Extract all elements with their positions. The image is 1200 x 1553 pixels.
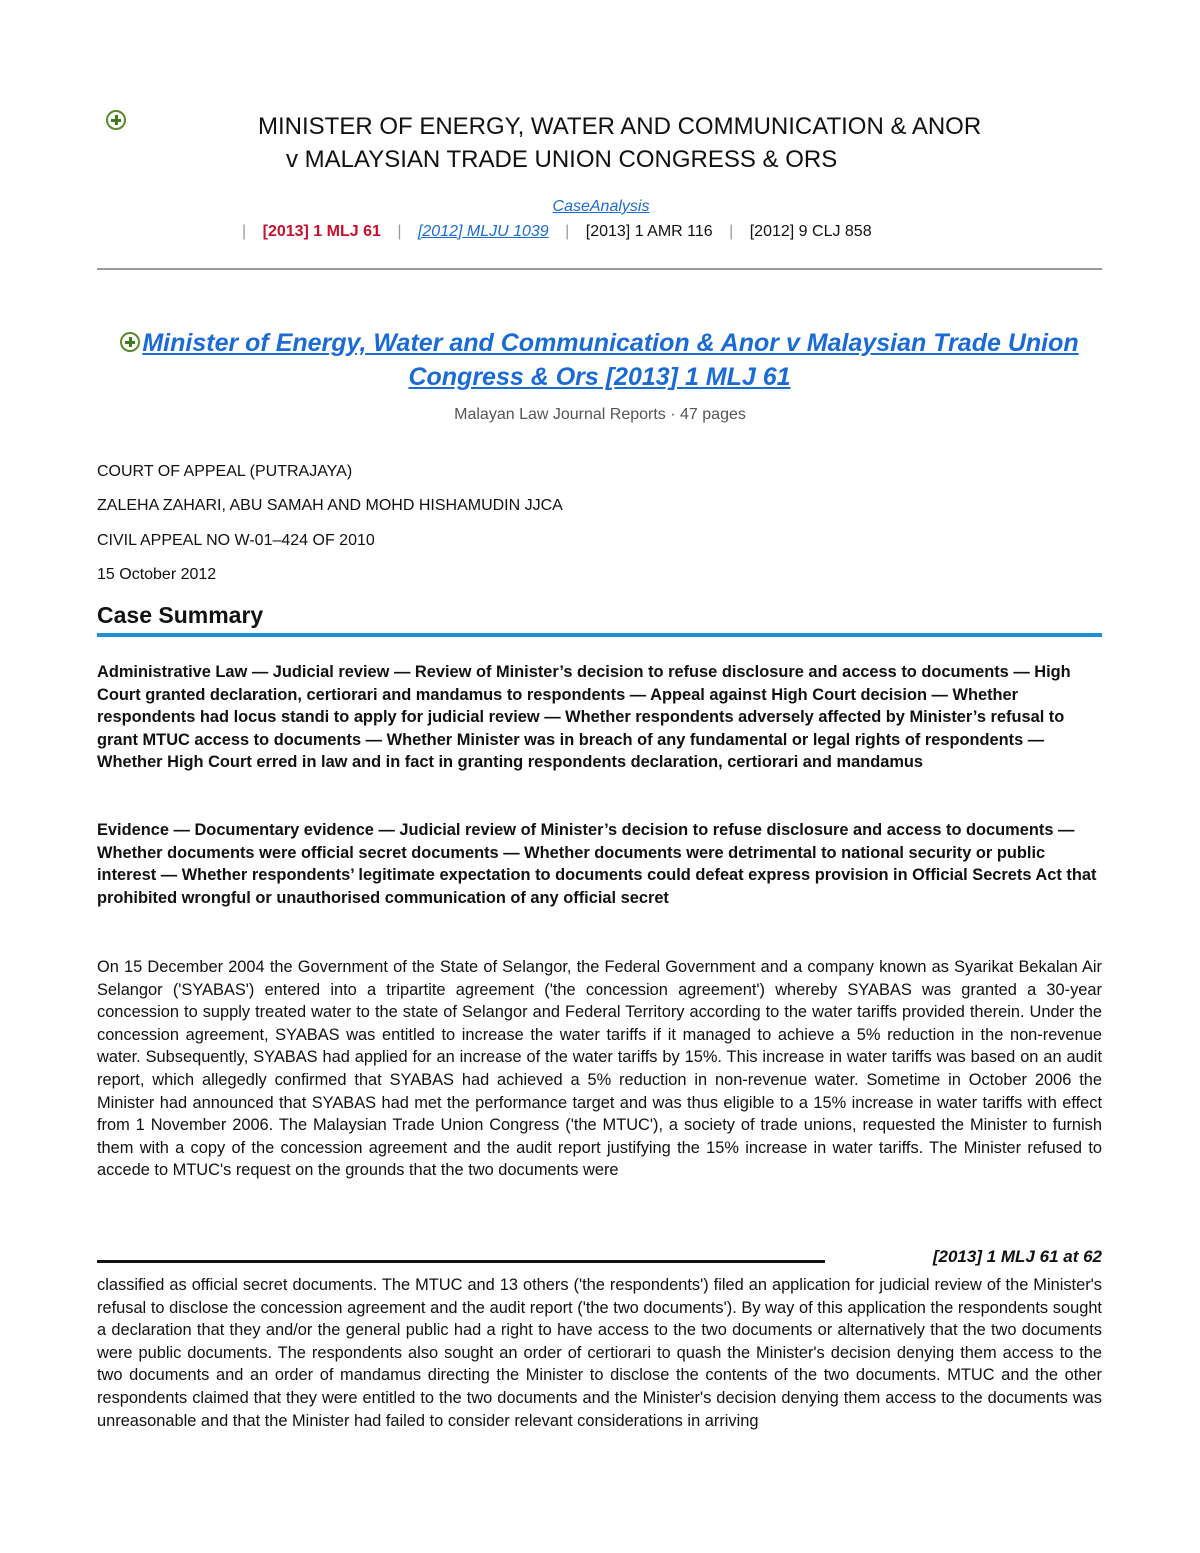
case-title-line-1: MINISTER OF ENERGY, WATER AND COMMUNICATION & ANOR (258, 113, 982, 140)
court-name: COURT OF APPEAL (PUTRAJAYA) (97, 463, 353, 480)
appeal-number: CIVIL APPEAL NO W-01–424 OF 2010 (97, 532, 375, 549)
document-title-link[interactable]: Minister of Energy, Water and Communication & Anor v Malaysian Trade Union Congress & Ors [2013] 1 MLJ 61 (142, 329, 1079, 391)
catchwords-administrative-law: Administrative Law — Judicial review — Review of Minister’s decision to refuse disclosure and access to documents — High Court granted declaration, certiorari and mandamus to respondents — Appeal against High Court decision — Whether respondents had locus standi to apply for judicial review — Whether respondents adversely affected by Minister’s refusal to grant MTUC access to documents — Whether Minister was in breach of any fundamental or legal rights of respondents — Whether High Court erred in law and in fact in granting respondents declaration, certiorari and mandamus (97, 663, 1071, 772)
citation-separator: | (565, 223, 570, 240)
catchwords-evidence: Evidence — Documentary evidence — Judicial review of Minister’s decision to refuse disclosure and access to documents — Whether documents were official secret documents — Whether documents were detrimental to national security or public interest — Whether respondents’ legitimate expectation to documents could defeat express provision in Official Secrets Act that prohibited wrongful or unauthorised communication of any official secret (97, 821, 1097, 907)
citation-mlj: [2013] 1 MLJ 61 (262, 223, 381, 240)
judges: ZALEHA ZAHARI, ABU SAMAH AND MOHD HISHAMUDIN JJCA (97, 497, 563, 514)
page-break-citation: [2013] 1 MLJ 61 at 62 (932, 1247, 1102, 1266)
document-source: Malayan Law Journal Reports · 47 pages (454, 406, 746, 423)
citation-amr: [2013] 1 AMR 116 (585, 223, 713, 240)
document-title (97, 326, 1102, 394)
section-divider (97, 633, 1102, 637)
decision-date: 15 October 2012 (97, 566, 217, 583)
header-divider (97, 268, 1102, 270)
case-analysis-link[interactable]: CaseAnalysis (552, 198, 650, 215)
plus-circle-icon[interactable] (120, 332, 140, 352)
page-break (97, 1247, 1102, 1273)
plus-circle-icon[interactable] (106, 110, 126, 130)
citation-separator: | (397, 223, 402, 240)
section-heading: Case Summary (97, 602, 264, 628)
citation-bar (230, 223, 872, 241)
summary-paragraph: On 15 December 2004 the Government of the State of Selangor, the Federal Government and a company known as Syarikat Bekalan Air Selangor ('SYABAS') entered into a tripartite agreement ('the concession agreement') whereby SYABAS was granted a 30-year concession to supply treated water to the state of Selangor and Federal Territory according to the water tariffs provided therein. Under the concession agreement, SYABAS was entitled to increase the water tariffs if it managed to achieve a 5% reduction in the non-revenue water. Subsequently, SYABAS had applied for an increase of the water tariffs by 15%. This increase in water tariffs was based on an audit report, which allegedly confirmed that SYABAS had achieved a 5% reduction in non-revenue water. Sometime in October 2006 the Minister had announced that SYABAS had met the performance target and was thus eligible to a 15% increase in water tariffs with effect from 1 November 2006. The Malaysian Trade Union Congress ('the MTUC'), a society of trade unions, requested the Minister to furnish them with a copy of the concession agreement and the audit report justifying the 15% increase in water tariffs. The Minister refused to accede to MTUC's request on the grounds that the two documents were (97, 958, 1102, 1180)
citation-mlju-link[interactable]: [2012] MLJU 1039 (417, 223, 549, 240)
page-break-rule (97, 1260, 825, 1263)
summary-paragraph: classified as official secret documents. The MTUC and 13 others ('the respondents') filed an application for judicial review of the Minister's refusal to disclose the concession agreement and the audit report ('the two documents'). By way of this application the respondents sought a declaration that they and/or the general public had a right to have access to the two documents or alternatively that the two documents were public documents. The respondents also sought an order of certiorari to quash the Minister's decision denying them access to the two documents and an order of mandamus directing the Minister to disclose the contents of the two documents. MTUC and the other respondents claimed that they were entitled to the two documents and the Minister's decision denying them access to the documents was unreasonable and that the Minister had failed to consider relevant considerations in arriving (97, 1276, 1102, 1430)
citation-clj: [2012] 9 CLJ 858 (749, 223, 872, 240)
citation-separator: | (729, 223, 734, 240)
case-title-line-2: v MALAYSIAN TRADE UNION CONGRESS & ORS (286, 146, 838, 173)
citation-separator: | (242, 223, 247, 240)
